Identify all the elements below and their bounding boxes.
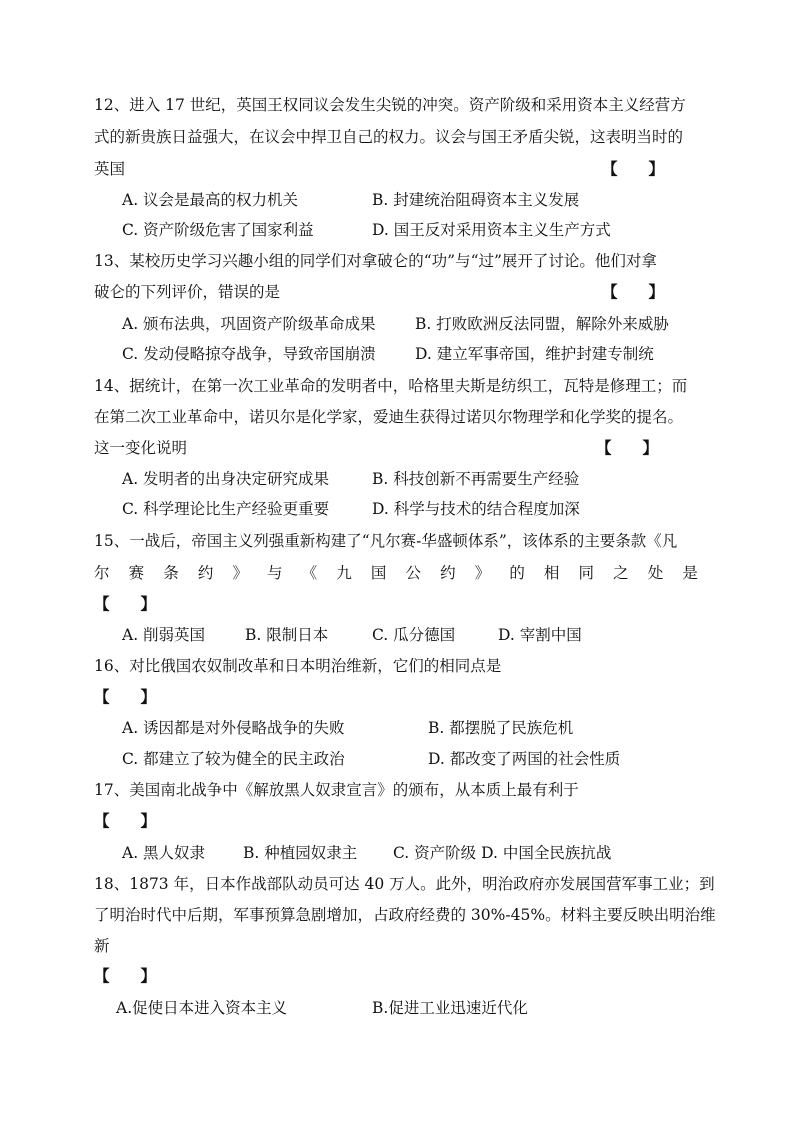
q15-char: 赛 [128, 564, 152, 582]
q12-option-c: C. 资产阶级危害了国家利益 [122, 221, 314, 239]
q15-char: 与 [267, 564, 290, 582]
q16-option-d: D. 都改变了两国的社会性质 [428, 750, 621, 768]
q15-char: 约 [197, 564, 221, 582]
q18-answer-bracket: 【 】 [94, 966, 157, 985]
q15-char: 是 [682, 564, 698, 582]
q15-char: 《 [301, 564, 325, 582]
q12-answer-bracket: 【 】 [602, 159, 665, 178]
q15-char: 的 [509, 564, 532, 582]
q15-char: 同 [578, 564, 602, 582]
q14-option-b: B. 科技创新不再需要生产经验 [372, 470, 580, 488]
q15-option-a: A. 削弱英国 [122, 626, 206, 644]
q18-option-a: A.促使日本进入资本主义 [116, 999, 288, 1017]
q16-option-b: B. 都摆脱了民族危机 [428, 719, 574, 737]
q14-stem-line2: 在第二次工业革命中，诺贝尔是化学家，爱迪生获得过诺贝尔物理学和化学奖的提名。 [94, 408, 684, 426]
q17-stem-line1: 17、美国南北战争中《解放黑人奴隶宣言》的颁布，从本质上最有利于 [94, 781, 579, 799]
q17-option-c-d: C. 资产阶级 D. 中国全民族抗战 [393, 844, 612, 862]
q15-char: 尔 [94, 564, 117, 582]
q15-stem-line2 [94, 563, 698, 583]
q12-option-b: B. 封建统治阻碍资本主义发展 [372, 191, 580, 209]
q15-option-d: D. 宰割中国 [498, 626, 582, 644]
q12-stem-line3: 英国 [94, 160, 126, 178]
q16-option-a: A. 诱因都是对外侵略战争的失败 [122, 719, 345, 737]
q15-char: 条 [163, 564, 186, 582]
q13-answer-bracket: 【 】 [602, 282, 665, 301]
q17-option-a: A. 黑人奴隶 [122, 844, 206, 862]
q15-char: 公 [405, 564, 429, 582]
q13-option-b: B. 打败欧洲反法同盟，解除外来威胁 [415, 315, 669, 333]
q15-char: 》 [232, 564, 256, 582]
q18-stem-line1: 18、1873 年，日本作战部队动员可达 40 万人。此外，明治政府亦发展国营军事工业；到 [94, 875, 715, 893]
q12-stem-line2: 式的新贵族日益强大，在议会中捍卫自己的权力。议会与国王矛盾尖锐，这表明当时的 [94, 128, 684, 146]
q18-stem-line3: 新 [94, 937, 110, 955]
q16-answer-bracket: 【 】 [94, 687, 157, 706]
q14-stem-line1: 14、据统计，在第一次工业革命的发明者中，哈格里夫斯是纺织工，瓦特是修理工；而 [94, 377, 688, 395]
q13-option-a: A. 颁布法典，巩固资产阶级革命成果 [122, 315, 376, 333]
q15-stem-line1: 15、一战后，帝国主义列强重新构建了“凡尔赛-华盛顿体系”，该体系的主要条款《凡 [94, 532, 678, 550]
q14-option-c: C. 科学理论比生产经验更重要 [122, 500, 330, 518]
q12-option-d: D. 国王反对采用资本主义生产方式 [372, 221, 611, 239]
q16-stem-line1: 16、对比俄国农奴制改革和日本明治维新，它们的相同点是 [94, 657, 502, 675]
q15-char: 约 [440, 564, 463, 582]
q15-option-c: C. 瓜分德国 [372, 626, 456, 644]
q13-option-c: C. 发动侵略掠夺战争，导致帝国崩溃 [122, 345, 376, 363]
q13-option-d: D. 建立军事帝国，维护封建专制统 [415, 345, 654, 363]
q16-option-c: C. 都建立了较为健全的民主政治 [122, 750, 345, 768]
q12-stem-line1: 12、进入 17 世纪，英国王权同议会发生尖锐的冲突。资产阶级和采用资本主义经营方 [94, 96, 686, 114]
q15-char: 之 [613, 564, 636, 582]
q15-char: 相 [543, 564, 567, 582]
q15-char: 处 [647, 564, 671, 582]
q18-stem-line2: 了明治时代中后期，军事预算急剧增加，占政府经费的 30%-45%。材料主要反映出明治维 [94, 906, 716, 924]
q15-answer-bracket: 【 】 [94, 594, 157, 613]
q17-answer-bracket: 【 】 [94, 811, 157, 830]
q15-char: 国 [370, 564, 394, 582]
q12-option-a: A. 议会是最高的权力机关 [122, 191, 299, 209]
q13-stem-line1: 13、某校历史学习兴趣小组的同学们对拿破仑的“功”与“过”展开了讨论。他们对拿 [94, 252, 657, 270]
q14-option-d: D. 科学与技术的结合程度加深 [372, 500, 580, 518]
q15-char: 九 [336, 564, 359, 582]
q18-option-b: B.促进工业迅速近代化 [372, 999, 528, 1017]
q15-option-b: B. 限制日本 [245, 626, 329, 644]
q14-answer-bracket: 【 】 [596, 438, 659, 457]
q13-stem-line2: 破仑的下列评价，错误的是 [94, 283, 281, 301]
q17-option-b: B. 种植园奴隶主 [243, 844, 358, 862]
q15-char: 》 [474, 564, 498, 582]
q14-stem-line3: 这一变化说明 [94, 439, 188, 457]
q14-option-a: A. 发明者的出身决定研究成果 [122, 470, 330, 488]
